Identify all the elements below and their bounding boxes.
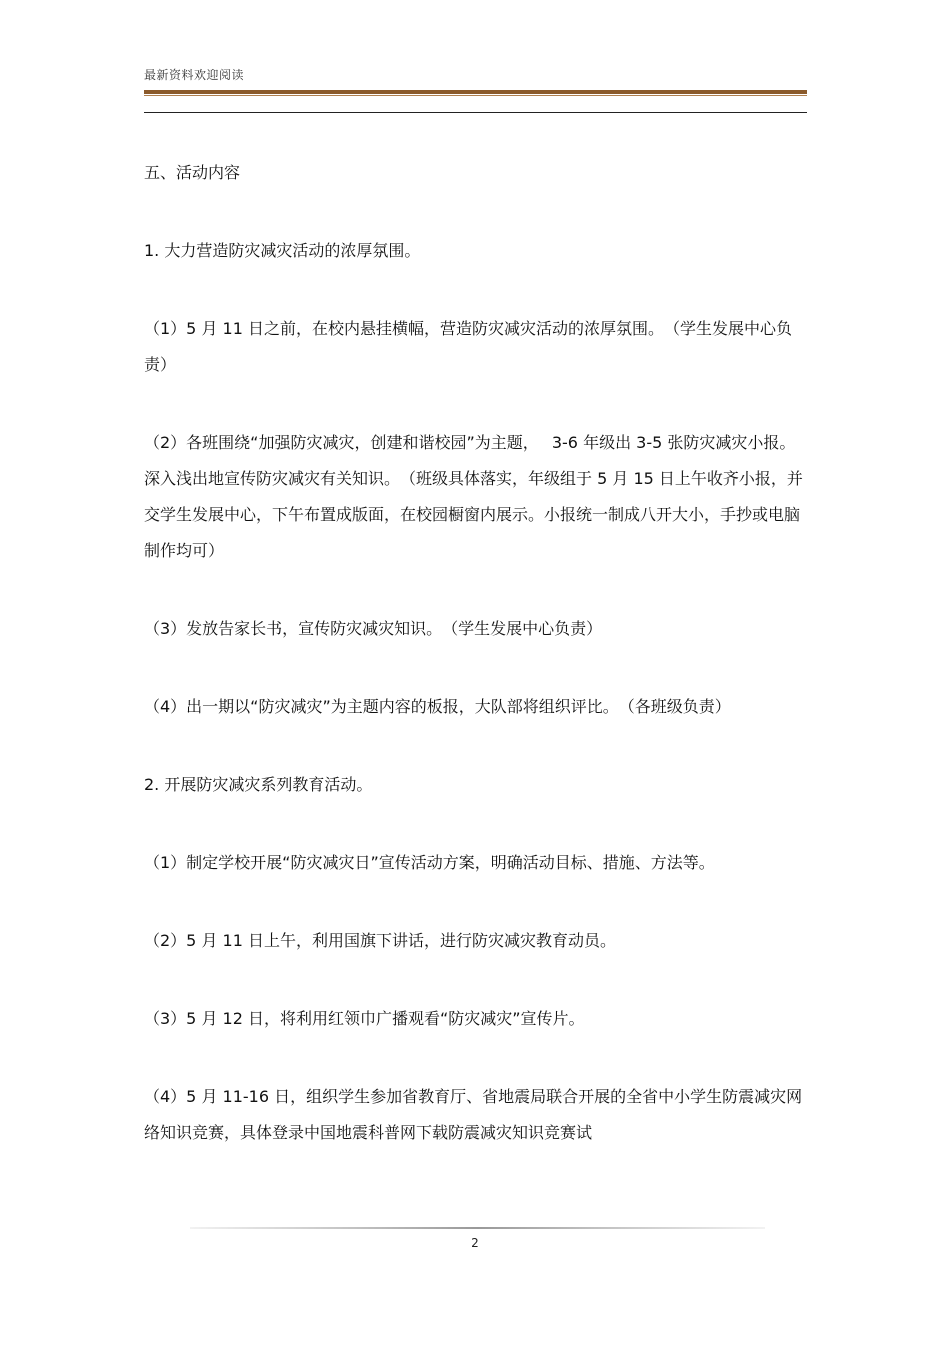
running-header: 最新资料欢迎阅读 (144, 68, 245, 82)
item1-sub1: （1）5 月 11 日之前，在校内悬挂横幅，营造防灾减灾活动的浓厚氛围。 （学生发展中心负责） (144, 319, 792, 374)
section-title: 五、活动内容 (144, 163, 241, 182)
item2-sub2: （2）5 月 11 日上午，利用国旗下讲话，进行防灾减灾教育动员。 (144, 931, 616, 950)
header-rule-thin (144, 95, 807, 96)
page-number: 2 (471, 1236, 479, 1250)
header-rule-black (144, 112, 807, 113)
item1-sub2: （2）各班围绕“加强防灾减灾，创建和谐校园”为主题， 3-6 年级出 3-5 张防灾减灾小报。深入浅出地宣传防灾减灾有关知识。 （班级具体落实，年级组于 5 月 15 日上午收齐小报，并交学生发展中心，下午布置成版面，在校园橱窗内展示。小报统一制成八开大小，手抄或电脑制作均可） (144, 433, 803, 560)
item1-title: 1. 大力营造防灾减灾活动的浓厚氛围。 (144, 241, 421, 260)
item2-sub4: （4）5 月 11-16 日，组织学生参加省教育厅、省地震局联合开展的全省中小学生防震减灾网络知识竞赛，具体登录中国地震科普网下载防震减灾知识竞赛试 (144, 1087, 803, 1142)
item2-title: 2. 开展防灾减灾系列教育活动。 (144, 775, 373, 794)
footer-rule (190, 1227, 765, 1229)
header-rule-thick (144, 90, 807, 94)
body-content (144, 155, 808, 1151)
item1-sub3: （3）发放告家长书，宣传防灾减灾知识。 （学生发展中心负责） (144, 619, 603, 638)
item2-sub3: （3）5 月 12 日，将利用红领巾广播观看“防灾减灾”宣传片。 (144, 1009, 585, 1028)
item1-sub4: （4）出一期以“防灾减灾”为主题内容的板报，大队部将组织评比。 （各班级负责） (144, 697, 731, 716)
item2-sub1: （1）制定学校开展“防灾减灾日”宣传活动方案，明确活动目标、措施、方法等。 (144, 853, 715, 872)
